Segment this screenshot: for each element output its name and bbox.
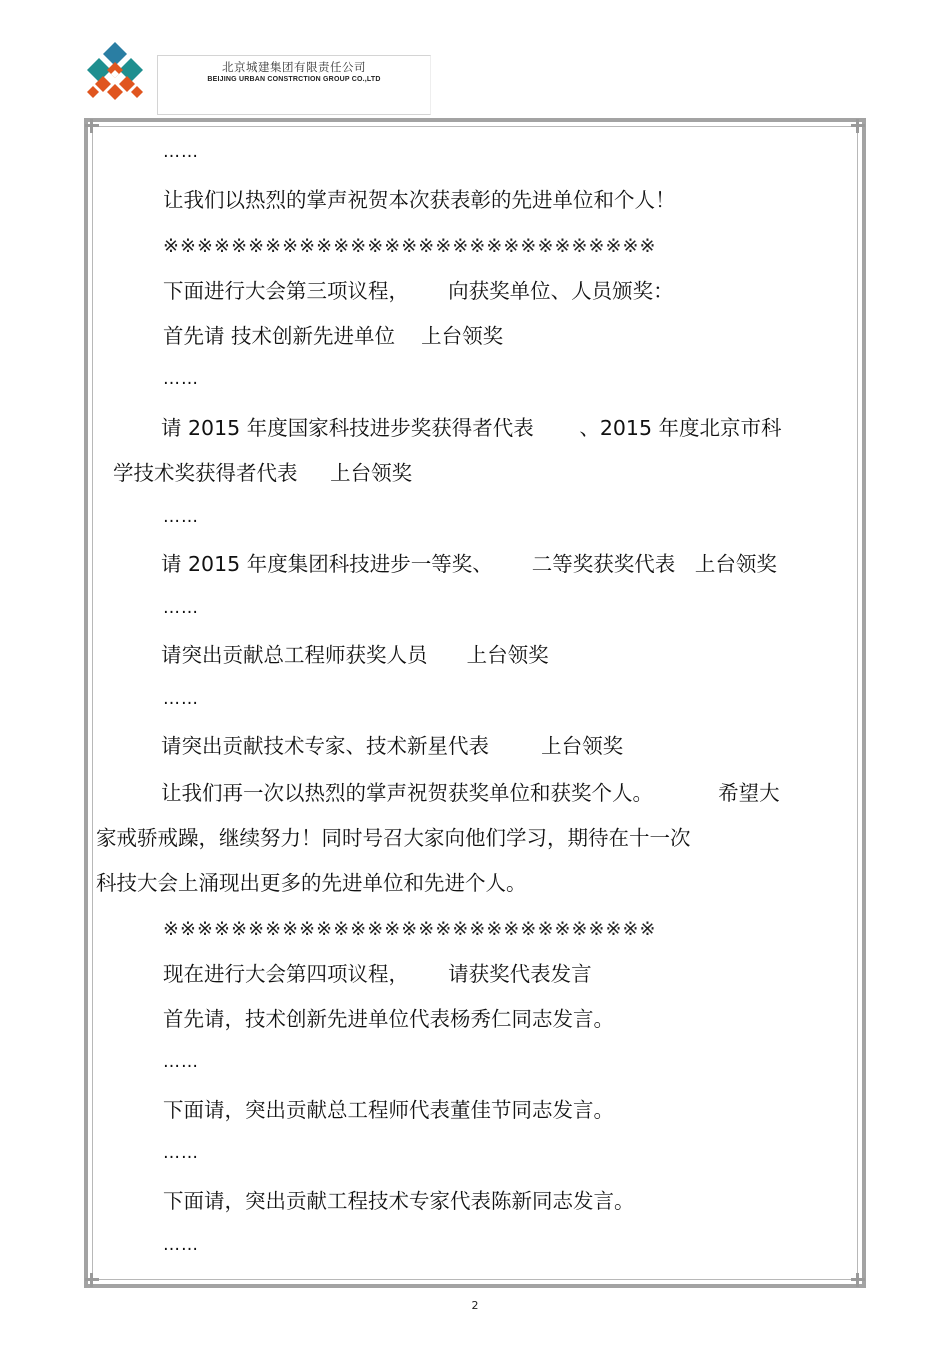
ellipsis-line: …… <box>163 1143 199 1163</box>
text-line: 请 2015 年度国家科技进步奖获得者代表 、2015 年度北京市科 <box>161 416 782 440</box>
text-line: 请突出贡献技术专家、技术新星代表 上台领奖 <box>161 734 624 758</box>
text-line: 首先请，技术创新先进单位代表杨秀仁同志发言。 <box>163 1007 614 1031</box>
ellipsis-line: …… <box>163 142 199 162</box>
text-line: 下面请，突出贡献工程技术专家代表陈新同志发言。 <box>163 1189 635 1213</box>
text-line: 让我们以热烈的掌声祝贺本次获表彰的先进单位和个人！ <box>163 188 676 212</box>
company-name-en: BEIJING URBAN CONSTRCTION GROUP CO.,LTD <box>207 76 381 83</box>
company-logo-icon <box>83 40 147 104</box>
corner-ornament-icon <box>851 119 865 133</box>
company-name-cn: 北京城建集团有限责任公司 <box>222 60 366 74</box>
text-line: 家戒骄戒躁，继续努力！同时号召大家向他们学习，期待在十一次 <box>96 826 691 850</box>
corner-ornament-icon <box>851 1273 865 1287</box>
ellipsis-line: …… <box>163 1235 199 1255</box>
ellipsis-line: …… <box>163 507 199 527</box>
agenda-item-4-intro: 现在进行大会第四项议程， 请获奖代表发言 <box>163 962 592 986</box>
text-line: 请 2015 年度集团科技进步一等奖、 二等奖获奖代表 上台领奖 <box>161 552 777 576</box>
text-line: 请突出贡献总工程师获奖人员 上台领奖 <box>161 643 549 667</box>
text-line: 学技术奖获得者代表 上台领奖 <box>113 461 413 485</box>
corner-ornament-icon <box>85 1273 99 1287</box>
asterisk-separator: ※※※※※※※※※※※※※※※※※※※※※※※※※※※※※ <box>163 235 657 257</box>
ellipsis-line: …… <box>163 598 199 618</box>
ellipsis-line: …… <box>163 689 199 709</box>
company-header <box>157 55 431 115</box>
page-number: 2 <box>471 1299 479 1312</box>
text-line: 下面请，突出贡献总工程师代表董佳节同志发言。 <box>163 1098 614 1122</box>
text-line: 科技大会上涌现出更多的先进单位和先进个人。 <box>96 871 527 895</box>
corner-ornament-icon <box>85 119 99 133</box>
agenda-item-3-intro: 下面进行大会第三项议程， 向获奖单位、人员颁奖： <box>163 279 674 303</box>
asterisk-separator: ※※※※※※※※※※※※※※※※※※※※※※※※※※※※※ <box>163 918 657 940</box>
text-line: 首先请 技术创新先进单位 上台领奖 <box>163 324 504 348</box>
ellipsis-line: …… <box>163 369 199 389</box>
text-line: 让我们再一次以热烈的掌声祝贺获奖单位和获奖个人。 希望大 <box>161 781 780 805</box>
ellipsis-line: …… <box>163 1052 199 1072</box>
